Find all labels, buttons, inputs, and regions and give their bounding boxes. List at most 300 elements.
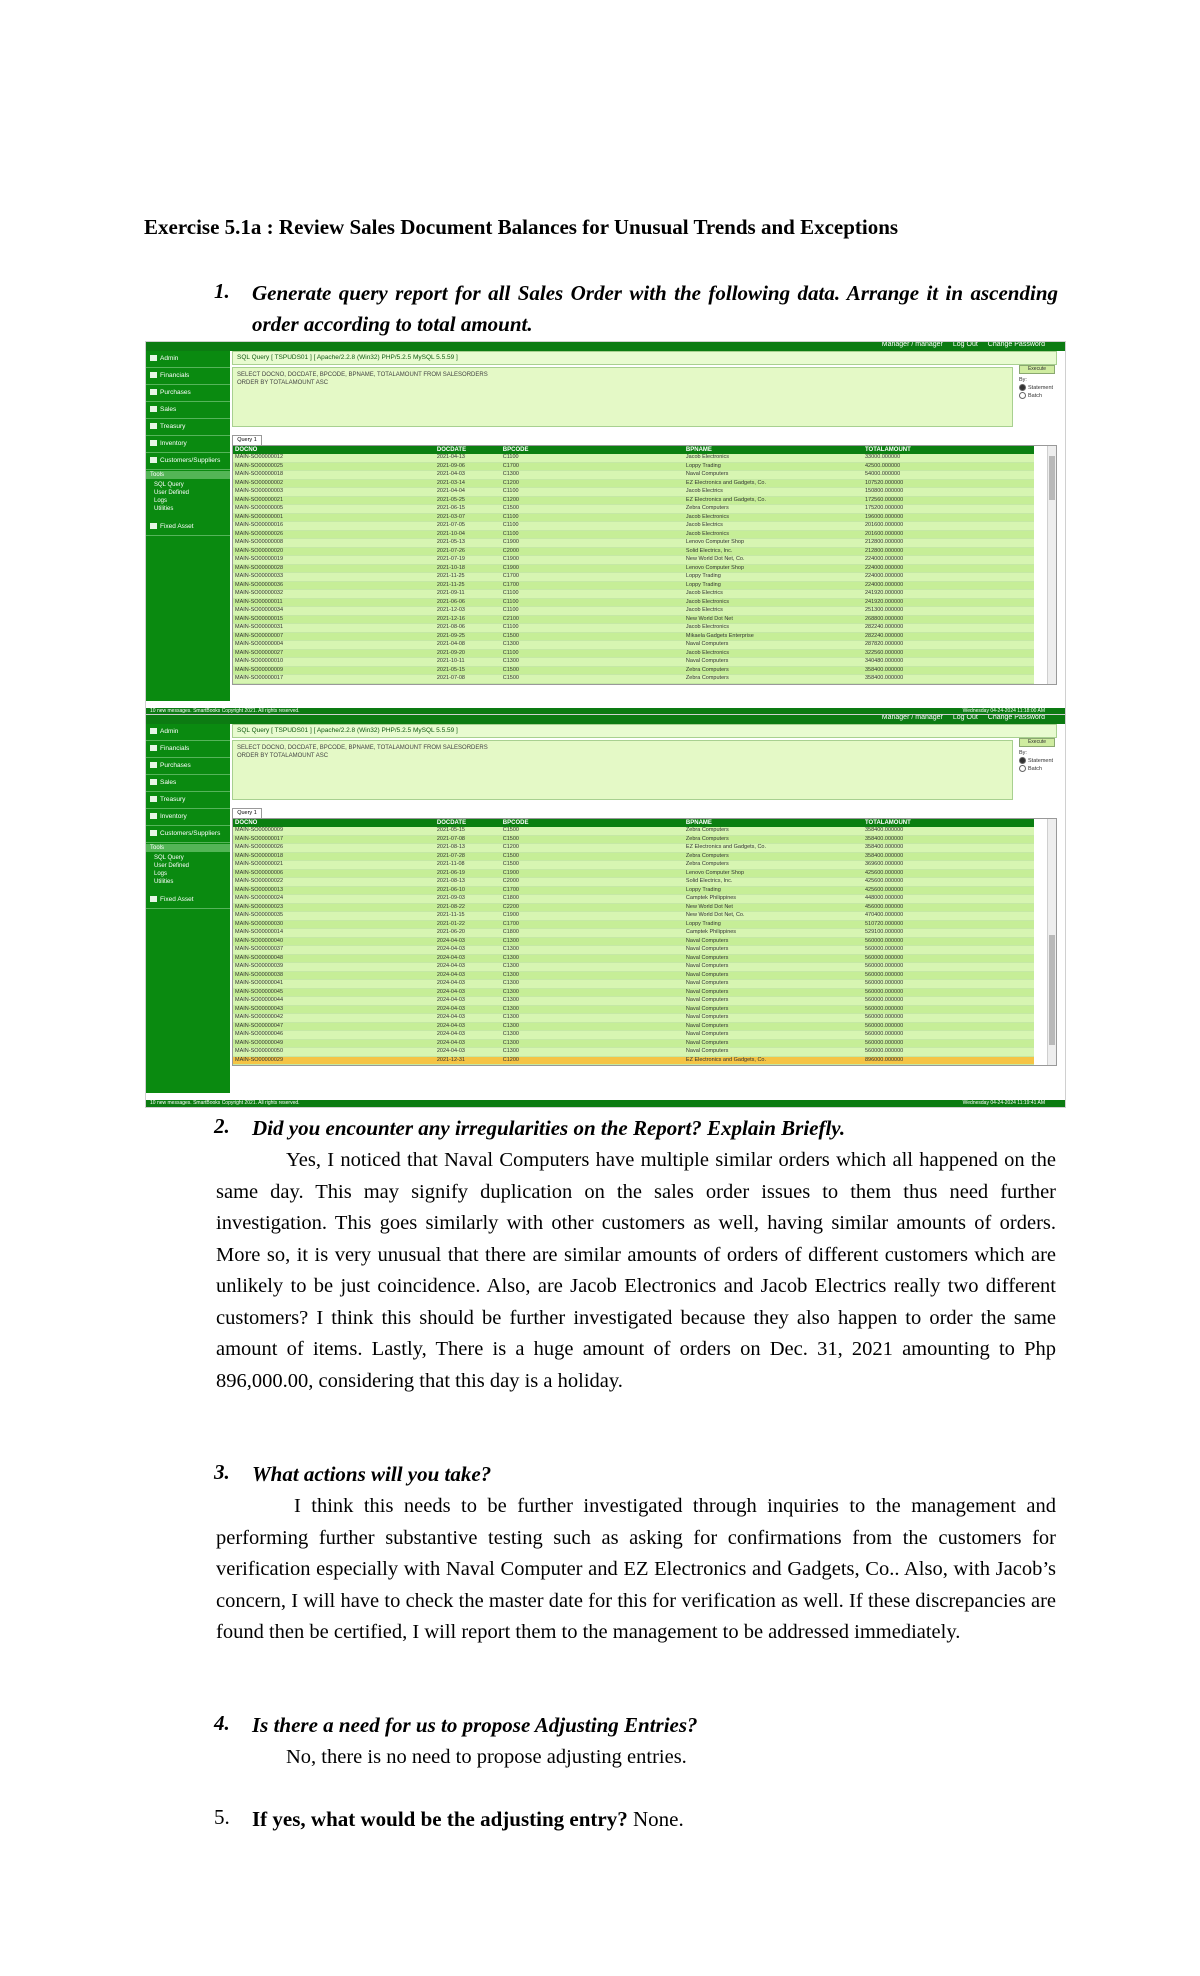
table-cell[interactable]: Naval Computers (684, 1040, 863, 1049)
table-cell[interactable]: C1900 (501, 539, 684, 548)
table-cell[interactable]: 241920.000000 (863, 599, 1034, 608)
table-cell[interactable]: Zebra Computers (684, 505, 863, 514)
statement-option[interactable]: Statement (1019, 384, 1055, 392)
table-cell[interactable]: C2200 (501, 904, 684, 913)
table-cell[interactable]: 560000.000000 (863, 1040, 1034, 1049)
table-cell[interactable]: MAIN-SO00000008 (233, 539, 435, 548)
table-cell[interactable]: MAIN-SO00000006 (233, 870, 435, 879)
table-cell[interactable]: MAIN-SO00000033 (233, 573, 435, 582)
table-cell[interactable]: Lenovo Computer Shop (684, 870, 863, 879)
sidebar-item-customers-suppliers[interactable] (146, 826, 230, 843)
table-cell[interactable]: 2021-06-06 (435, 599, 501, 608)
sidebar-item-purchases[interactable] (146, 758, 230, 775)
table-cell[interactable]: 196000.000000 (863, 514, 1034, 523)
table-cell[interactable]: 2021-04-04 (435, 488, 501, 497)
table-cell[interactable]: Zebra Computers (684, 675, 863, 684)
table-cell[interactable]: MAIN-SO00000032 (233, 590, 435, 599)
table-cell[interactable]: Jacob Electrics (684, 522, 863, 531)
table-cell[interactable]: C1800 (501, 929, 684, 938)
table-cell[interactable]: 510720.000000 (863, 921, 1034, 930)
table-cell[interactable]: Naval Computers (684, 1006, 863, 1015)
table-cell[interactable]: C1300 (501, 471, 684, 480)
table-cell[interactable]: MAIN-SO00000002 (233, 480, 435, 489)
table-cell[interactable]: MAIN-SO00000034 (233, 607, 435, 616)
column-header-bpname[interactable]: BPNAME (684, 819, 863, 827)
table-cell[interactable]: MAIN-SO00000044 (233, 997, 435, 1006)
table-cell[interactable]: 2021-01-22 (435, 921, 501, 930)
table-cell[interactable]: MAIN-SO00000024 (233, 895, 435, 904)
table-cell[interactable]: 560000.000000 (863, 955, 1034, 964)
table-cell[interactable]: C1700 (501, 463, 684, 472)
table-cell[interactable]: C1200 (501, 1057, 684, 1066)
table-cell[interactable]: MAIN-SO00000029 (233, 1057, 435, 1066)
table-cell[interactable]: 425600.000000 (863, 878, 1034, 887)
table-cell[interactable]: C1300 (501, 997, 684, 1006)
table-cell[interactable]: 2021-09-03 (435, 895, 501, 904)
table-cell[interactable]: MAIN-SO00000028 (233, 565, 435, 574)
table-cell[interactable]: C1300 (501, 1023, 684, 1032)
table-cell[interactable]: C1300 (501, 980, 684, 989)
table-cell[interactable]: 2021-09-11 (435, 590, 501, 599)
table-cell[interactable]: 456000.000000 (863, 904, 1034, 913)
table-cell[interactable]: C1700 (501, 887, 684, 896)
table-cell[interactable]: 2024-04-03 (435, 989, 501, 998)
table-cell[interactable]: Jacob Electronics (684, 599, 863, 608)
table-cell[interactable]: Naval Computers (684, 938, 863, 947)
table-cell[interactable]: Zebra Computers (684, 667, 863, 676)
table-cell[interactable]: 2021-06-15 (435, 505, 501, 514)
table-cell[interactable]: MAIN-SO00000037 (233, 946, 435, 955)
table-cell[interactable]: MAIN-SO00000004 (233, 641, 435, 650)
table-cell[interactable]: MAIN-SO00000025 (233, 463, 435, 472)
scrollbar-thumb[interactable] (1049, 935, 1055, 1045)
table-cell[interactable]: 2021-08-22 (435, 904, 501, 913)
table-cell[interactable]: 175200.000000 (863, 505, 1034, 514)
table-cell[interactable]: Jacob Electrics (684, 590, 863, 599)
table-cell[interactable]: MAIN-SO00000049 (233, 1040, 435, 1049)
table-cell[interactable]: C1300 (501, 1006, 684, 1015)
table-cell[interactable]: MAIN-SO00000018 (233, 471, 435, 480)
table-cell[interactable]: MAIN-SO00000046 (233, 1031, 435, 1040)
table-cell[interactable]: MAIN-SO00000038 (233, 972, 435, 981)
table-cell[interactable]: Naval Computers (684, 1048, 863, 1057)
table-cell[interactable]: 896000.000000 (863, 1057, 1034, 1066)
table-cell[interactable]: 529100.000000 (863, 929, 1034, 938)
column-header-bpname[interactable]: BPNAME (684, 446, 863, 454)
table-cell[interactable]: C1100 (501, 454, 684, 463)
table-cell[interactable]: Naval Computers (684, 980, 863, 989)
table-cell[interactable]: Naval Computers (684, 471, 863, 480)
table-cell[interactable]: MAIN-SO00000019 (233, 556, 435, 565)
table-cell[interactable]: MAIN-SO00000014 (233, 929, 435, 938)
table-cell[interactable]: C1300 (501, 1040, 684, 1049)
table-cell[interactable]: 2021-05-13 (435, 539, 501, 548)
table-cell[interactable]: 2021-08-13 (435, 844, 501, 853)
table-cell[interactable]: 201600.000000 (863, 522, 1034, 531)
table-cell[interactable]: 2021-12-16 (435, 616, 501, 625)
table-cell[interactable]: MAIN-SO00000013 (233, 887, 435, 896)
table-cell[interactable]: MAIN-SO00000020 (233, 548, 435, 557)
table-cell[interactable]: Naval Computers (684, 955, 863, 964)
table-cell[interactable]: Loppy Trading (684, 887, 863, 896)
table-cell[interactable]: 2021-11-15 (435, 912, 501, 921)
table-cell[interactable]: 2021-10-18 (435, 565, 501, 574)
sidebar-item-inventory[interactable] (146, 809, 230, 826)
table-cell[interactable]: 224000.000000 (863, 582, 1034, 591)
table-cell[interactable]: 150800.000000 (863, 488, 1034, 497)
change-password-link[interactable]: Change Password (987, 714, 1045, 721)
batch-option[interactable]: Batch (1019, 392, 1055, 400)
table-cell[interactable]: Naval Computers (684, 1014, 863, 1023)
table-cell[interactable]: 2021-03-14 (435, 480, 501, 489)
column-header-totalamount[interactable]: TOTALAMOUNT (863, 819, 1034, 827)
table-cell[interactable]: 560000.000000 (863, 989, 1034, 998)
table-cell[interactable]: 2024-04-03 (435, 1006, 501, 1015)
table-cell[interactable]: C1500 (501, 853, 684, 862)
table-cell[interactable]: 2021-08-06 (435, 624, 501, 633)
table-cell[interactable]: Lenovo Computer Shop (684, 565, 863, 574)
table-cell[interactable]: 2021-12-03 (435, 607, 501, 616)
table-cell[interactable]: C1300 (501, 938, 684, 947)
table-cell[interactable]: 2021-06-10 (435, 887, 501, 896)
sidebar-item-inventory[interactable] (146, 436, 230, 453)
table-cell[interactable]: MAIN-SO00000021 (233, 861, 435, 870)
sidebar-item-admin[interactable] (146, 351, 230, 368)
table-cell[interactable]: Naval Computers (684, 1023, 863, 1032)
sidebar-item-financials[interactable] (146, 368, 230, 385)
tools-item-user-defined[interactable]: User Defined (154, 863, 190, 869)
table-cell[interactable]: C1900 (501, 870, 684, 879)
table-cell[interactable]: C1200 (501, 497, 684, 506)
table-cell[interactable]: 2021-04-03 (435, 471, 501, 480)
table-cell[interactable]: Naval Computers (684, 641, 863, 650)
table-cell[interactable]: 560000.000000 (863, 963, 1034, 972)
table-cell[interactable]: C1200 (501, 844, 684, 853)
table-cell[interactable]: MAIN-SO00000030 (233, 921, 435, 930)
column-header-docdate[interactable]: DOCDATE (435, 819, 501, 827)
table-cell[interactable]: Naval Computers (684, 972, 863, 981)
table-cell[interactable]: 425600.000000 (863, 870, 1034, 879)
table-cell[interactable]: 2021-03-07 (435, 514, 501, 523)
table-cell[interactable]: 2021-07-19 (435, 556, 501, 565)
table-cell[interactable]: 560000.000000 (863, 938, 1034, 947)
table-cell[interactable]: 2021-07-28 (435, 853, 501, 862)
sidebar-item-sales[interactable] (146, 402, 230, 419)
table-cell[interactable]: MAIN-SO00000010 (233, 658, 435, 667)
tools-item-user-defined[interactable]: User Defined (154, 490, 190, 496)
table-cell[interactable]: 2021-10-04 (435, 531, 501, 540)
table-cell[interactable]: Solid Electrics, Inc. (684, 548, 863, 557)
table-cell[interactable]: MAIN-SO00000045 (233, 989, 435, 998)
sidebar-item-purchases[interactable] (146, 385, 230, 402)
table-cell[interactable]: Naval Computers (684, 946, 863, 955)
table-cell[interactable]: MAIN-SO00000050 (233, 1048, 435, 1057)
table-cell[interactable]: 107520.000000 (863, 480, 1034, 489)
table-cell[interactable]: 2021-07-05 (435, 522, 501, 531)
table-cell[interactable]: Naval Computers (684, 989, 863, 998)
table-cell[interactable]: Camptek Philippines (684, 929, 863, 938)
table-cell[interactable]: 358400.000000 (863, 667, 1034, 676)
table-cell[interactable]: C1300 (501, 641, 684, 650)
table-cell[interactable]: 212800.000000 (863, 548, 1034, 557)
execute-button[interactable]: Execute (1019, 365, 1055, 374)
table-cell[interactable]: MAIN-SO00000005 (233, 505, 435, 514)
table-cell[interactable]: Jacob Electrics (684, 607, 863, 616)
tools-item-logs[interactable]: Logs (154, 498, 168, 504)
table-cell[interactable]: C1300 (501, 1048, 684, 1057)
table-cell[interactable]: 2021-07-26 (435, 548, 501, 557)
table-cell[interactable]: EZ Electronics and Gadgets, Co. (684, 497, 863, 506)
table-cell[interactable]: 2021-09-20 (435, 650, 501, 659)
table-cell[interactable]: Naval Computers (684, 1031, 863, 1040)
table-cell[interactable]: C1100 (501, 624, 684, 633)
table-cell[interactable]: Loppy Trading (684, 582, 863, 591)
table-cell[interactable]: 2024-04-03 (435, 1023, 501, 1032)
table-cell[interactable]: 560000.000000 (863, 1023, 1034, 1032)
table-cell[interactable]: 560000.000000 (863, 1014, 1034, 1023)
table-cell[interactable]: MAIN-SO00000007 (233, 633, 435, 642)
table-cell[interactable]: C1200 (501, 480, 684, 489)
table-cell[interactable]: 42500.000000 (863, 463, 1034, 472)
table-cell[interactable]: C1900 (501, 556, 684, 565)
table-cell[interactable]: Naval Computers (684, 963, 863, 972)
table-cell[interactable]: 282240.000000 (863, 633, 1034, 642)
table-cell[interactable]: MAIN-SO00000017 (233, 675, 435, 684)
table-cell[interactable]: 560000.000000 (863, 1006, 1034, 1015)
table-cell[interactable]: MAIN-SO00000009 (233, 667, 435, 676)
table-cell[interactable]: 268800.000000 (863, 616, 1034, 625)
table-cell[interactable]: C1800 (501, 895, 684, 904)
user-link[interactable]: Manager / manager (881, 341, 943, 348)
table-cell[interactable]: 282240.000000 (863, 624, 1034, 633)
table-cell[interactable]: 2021-09-06 (435, 463, 501, 472)
table-cell[interactable]: 358400.000000 (863, 853, 1034, 862)
table-cell[interactable]: MAIN-SO00000039 (233, 963, 435, 972)
tools-item-logs[interactable]: Logs (154, 871, 168, 877)
table-cell[interactable]: MAIN-SO00000018 (233, 853, 435, 862)
table-cell[interactable]: C1300 (501, 963, 684, 972)
table-cell[interactable]: 2021-11-08 (435, 861, 501, 870)
column-header-bpcode[interactable]: BPCODE (501, 819, 684, 827)
table-cell[interactable]: C1100 (501, 514, 684, 523)
table-cell[interactable]: 2021-09-25 (435, 633, 501, 642)
table-cell[interactable]: C1300 (501, 1031, 684, 1040)
table-cell[interactable]: 2021-07-08 (435, 836, 501, 845)
table-cell[interactable]: C1300 (501, 1014, 684, 1023)
tools-item-utilities[interactable]: Utilities (154, 879, 174, 885)
sidebar-item-admin[interactable] (146, 724, 230, 741)
table-cell[interactable]: MAIN-SO00000027 (233, 650, 435, 659)
table-cell[interactable]: MAIN-SO00000009 (233, 827, 435, 836)
table-cell[interactable]: 2021-05-15 (435, 667, 501, 676)
table-cell[interactable]: 2021-04-13 (435, 454, 501, 463)
table-cell[interactable]: Jacob Electronics (684, 454, 863, 463)
table-cell[interactable]: 2021-05-25 (435, 497, 501, 506)
table-cell[interactable]: New World Dot Net, Co. (684, 556, 863, 565)
table-cell[interactable]: Naval Computers (684, 658, 863, 667)
table-cell[interactable]: 2021-04-08 (435, 641, 501, 650)
table-cell[interactable]: 2024-04-03 (435, 1048, 501, 1057)
table-cell[interactable]: C1500 (501, 633, 684, 642)
table-cell[interactable]: 560000.000000 (863, 1031, 1034, 1040)
table-cell[interactable]: C1500 (501, 505, 684, 514)
table-cell[interactable]: MAIN-SO00000022 (233, 878, 435, 887)
table-cell[interactable]: C2000 (501, 548, 684, 557)
table-cell[interactable]: 224000.000000 (863, 573, 1034, 582)
table-cell[interactable]: C1300 (501, 658, 684, 667)
sql-editor[interactable]: SELECT DOCNO, DOCDATE, BPCODE, BPNAME, TOTALAMOUNT FROM SALESORDERS ORDER BY TOTALAMOUNT ASC (232, 367, 1013, 427)
table-cell[interactable]: 2024-04-03 (435, 1031, 501, 1040)
table-cell[interactable]: 287820.000000 (863, 641, 1034, 650)
table-cell[interactable]: 322560.000000 (863, 650, 1034, 659)
table-cell[interactable]: MAIN-SO00000026 (233, 844, 435, 853)
column-header-docno[interactable]: DOCNO (233, 446, 435, 454)
table-cell[interactable]: MAIN-SO00000048 (233, 955, 435, 964)
table-cell[interactable]: C1500 (501, 667, 684, 676)
table-cell[interactable]: C1100 (501, 488, 684, 497)
sidebar-item-financials[interactable] (146, 741, 230, 758)
table-cell[interactable]: EZ Electronics and Gadgets, Co. (684, 844, 863, 853)
table-cell[interactable]: 172560.000000 (863, 497, 1034, 506)
table-cell[interactable]: MAIN-SO00000003 (233, 488, 435, 497)
user-link[interactable]: Manager / manager (881, 714, 943, 721)
table-cell[interactable]: 212800.000000 (863, 539, 1034, 548)
table-cell[interactable]: MAIN-SO00000021 (233, 497, 435, 506)
sidebar-item-fixed-asset[interactable] (146, 519, 230, 536)
column-header-docno[interactable]: DOCNO (233, 819, 435, 827)
table-cell[interactable]: 358400.000000 (863, 844, 1034, 853)
table-cell[interactable]: C1500 (501, 675, 684, 684)
table-cell[interactable]: 425600.000000 (863, 887, 1034, 896)
table-cell[interactable]: Lenovo Computer Shop (684, 539, 863, 548)
table-cell[interactable]: 241920.000000 (863, 590, 1034, 599)
table-cell[interactable]: 2024-04-03 (435, 963, 501, 972)
table-cell[interactable]: C1300 (501, 972, 684, 981)
table-cell[interactable]: C1300 (501, 989, 684, 998)
table-cell[interactable]: Zebra Computers (684, 827, 863, 836)
table-cell[interactable]: Zebra Computers (684, 836, 863, 845)
vertical-scrollbar[interactable] (1047, 446, 1056, 684)
table-cell[interactable]: 2024-04-03 (435, 1040, 501, 1049)
table-cell[interactable]: Camptek Philippines (684, 895, 863, 904)
table-cell[interactable]: MAIN-SO00000017 (233, 836, 435, 845)
table-cell[interactable]: 224000.000000 (863, 565, 1034, 574)
table-cell[interactable]: 2021-10-11 (435, 658, 501, 667)
table-cell[interactable]: 2024-04-03 (435, 972, 501, 981)
table-cell[interactable]: MAIN-SO00000035 (233, 912, 435, 921)
table-cell[interactable]: C1100 (501, 650, 684, 659)
table-cell[interactable]: Jacob Electronics (684, 514, 863, 523)
table-cell[interactable]: C1900 (501, 565, 684, 574)
table-cell[interactable]: Loppy Trading (684, 921, 863, 930)
table-cell[interactable]: 2024-04-03 (435, 980, 501, 989)
table-cell[interactable]: Jacob Electronics (684, 624, 863, 633)
statement-option[interactable]: Statement (1019, 757, 1055, 765)
table-cell[interactable]: New World Dot Net (684, 904, 863, 913)
table-cell[interactable]: 33000.000000 (863, 454, 1034, 463)
table-cell[interactable]: Jacob Electronics (684, 531, 863, 540)
tools-item-utilities[interactable]: Utilities (154, 506, 174, 512)
tools-item-sql-query[interactable]: SQL Query (154, 482, 184, 488)
logout-link[interactable]: Log Out (952, 341, 978, 348)
table-cell[interactable]: MAIN-SO00000016 (233, 522, 435, 531)
table-cell[interactable]: 560000.000000 (863, 1048, 1034, 1057)
table-cell[interactable]: MAIN-SO00000001 (233, 514, 435, 523)
sidebar-item-fixed-asset[interactable] (146, 892, 230, 909)
table-cell[interactable]: C1700 (501, 582, 684, 591)
table-cell[interactable]: Zebra Computers (684, 853, 863, 862)
table-cell[interactable]: 2024-04-03 (435, 1014, 501, 1023)
table-cell[interactable]: 224000.000000 (863, 556, 1034, 565)
table-cell[interactable]: C1100 (501, 522, 684, 531)
table-cell[interactable]: MAIN-SO00000043 (233, 1006, 435, 1015)
table-cell[interactable]: Mikaela Gadgets Enterprise (684, 633, 863, 642)
column-header-docdate[interactable]: DOCDATE (435, 446, 501, 454)
tools-item-sql-query[interactable]: SQL Query (154, 855, 184, 861)
table-cell[interactable]: 369600.000000 (863, 861, 1034, 870)
table-cell[interactable]: Loppy Trading (684, 463, 863, 472)
table-cell[interactable]: Jacob Electronics (684, 650, 863, 659)
table-cell[interactable]: 560000.000000 (863, 946, 1034, 955)
table-cell[interactable]: 2024-04-03 (435, 946, 501, 955)
table-cell[interactable]: 2021-11-25 (435, 582, 501, 591)
table-cell[interactable]: MAIN-SO00000031 (233, 624, 435, 633)
table-cell[interactable]: C1100 (501, 531, 684, 540)
table-cell[interactable]: 560000.000000 (863, 972, 1034, 981)
tab-query-1[interactable]: Query 1 (232, 435, 262, 445)
table-cell[interactable]: 251300.000000 (863, 607, 1034, 616)
table-cell[interactable]: 2021-07-08 (435, 675, 501, 684)
table-cell[interactable]: Jacob Electrics (684, 488, 863, 497)
table-cell[interactable]: 470400.000000 (863, 912, 1034, 921)
table-cell[interactable]: 560000.000000 (863, 997, 1034, 1006)
table-cell[interactable]: New World Dot Net (684, 616, 863, 625)
table-cell[interactable]: MAIN-SO00000026 (233, 531, 435, 540)
table-cell[interactable]: 358400.000000 (863, 827, 1034, 836)
table-cell[interactable]: 560000.000000 (863, 980, 1034, 989)
column-header-totalamount[interactable]: TOTALAMOUNT (863, 446, 1034, 454)
table-cell[interactable]: 2021-05-15 (435, 827, 501, 836)
sql-editor[interactable]: SELECT DOCNO, DOCDATE, BPCODE, BPNAME, TOTALAMOUNT FROM SALESORDERS ORDER BY TOTALAMOUNT ASC (232, 740, 1013, 800)
scrollbar-thumb[interactable] (1049, 456, 1055, 500)
table-cell[interactable]: 2021-12-31 (435, 1057, 501, 1066)
table-cell[interactable]: C1700 (501, 921, 684, 930)
table-cell[interactable]: 2021-08-13 (435, 878, 501, 887)
table-cell[interactable]: 448000.000000 (863, 895, 1034, 904)
table-cell[interactable]: C1700 (501, 573, 684, 582)
table-cell[interactable]: C1300 (501, 946, 684, 955)
table-cell[interactable]: C1100 (501, 590, 684, 599)
table-cell[interactable]: 2021-06-20 (435, 929, 501, 938)
sidebar-item-treasury[interactable] (146, 792, 230, 809)
table-cell[interactable]: 358400.000000 (863, 675, 1034, 684)
table-cell[interactable]: Naval Computers (684, 997, 863, 1006)
table-cell[interactable]: C1300 (501, 955, 684, 964)
change-password-link[interactable]: Change Password (987, 341, 1045, 348)
tab-query-1[interactable]: Query 1 (232, 808, 262, 818)
table-cell[interactable]: 54000.000000 (863, 471, 1034, 480)
execute-button[interactable]: Execute (1019, 738, 1055, 747)
sidebar-item-treasury[interactable] (146, 419, 230, 436)
logout-link[interactable]: Log Out (952, 714, 978, 721)
table-cell[interactable]: C1500 (501, 861, 684, 870)
sidebar-item-customers-suppliers[interactable] (146, 453, 230, 470)
table-cell[interactable]: 340480.000000 (863, 658, 1034, 667)
table-cell[interactable]: EZ Electronics and Gadgets, Co. (684, 1057, 863, 1066)
column-header-bpcode[interactable]: BPCODE (501, 446, 684, 454)
table-cell[interactable]: 2024-04-03 (435, 955, 501, 964)
table-cell[interactable]: MAIN-SO00000041 (233, 980, 435, 989)
